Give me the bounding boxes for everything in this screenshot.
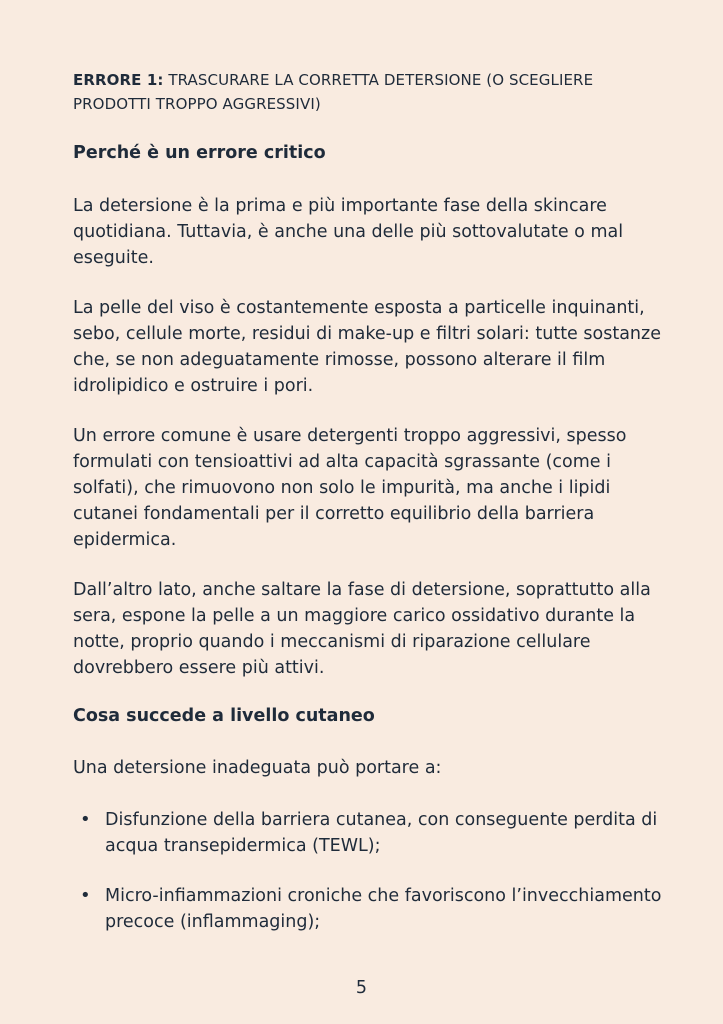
paragraph-4: Dall’altro lato, anche saltare la fase di detersione, soprattutto alla sera, espone la pelle a un maggiore carico ossidativo durante la notte, proprio quando i meccanismi di riparazione cellulare dovrebbero essere più attivi. [73,580,651,678]
list-item: • Micro-infiammazioni croniche che favoriscono l’invecchiamento precoce (inflammaging); [73,883,673,935]
error-title [73,68,673,116]
effects-intro: Una detersione inadeguata può portare a: [73,758,442,778]
paragraph-3: Un errore comune è usare detergenti troppo aggressivi, spesso formulati con tensioattivi ad alta capacità sgrassante (come i solfati), che rimuovono non solo le impurità, ma anche i lipidi cutanei fondamentali per il corretto equilibrio della barriera epidermica. [73,426,627,550]
page-number: 5 [355,978,368,998]
error-title-text: TRASCURARE LA CORRETTA DETERSIONE (O SCEGLIERE PRODOTTI TROPPO AGGRESSIVI) [73,71,594,113]
paragraph-1: La detersione è la prima e più importante fase della skincare quotidiana. Tuttavia, è anche una delle più sottovalutate o mal eseguite. [73,196,624,268]
error-lead: ERRORE 1: [73,71,164,89]
paragraph-2: La pelle del viso è costantemente esposta a particelle inquinanti, sebo, cellule morte, residui di make-up e filtri solari: tutte sostanze che, se non adeguatamente rimosse, possono alterare il film idrolipidico e ostruire i pori. [73,298,661,396]
list-item: • Disfunzione della barriera cutanea, con conseguente perdita di acqua transepidermica (TEWL); [73,807,673,859]
effects-list [73,807,673,935]
page-content [73,68,673,935]
section-heading-why: Perché è un errore critico [73,143,326,163]
section-heading-effects: Cosa succede a livello cutaneo [73,706,375,726]
